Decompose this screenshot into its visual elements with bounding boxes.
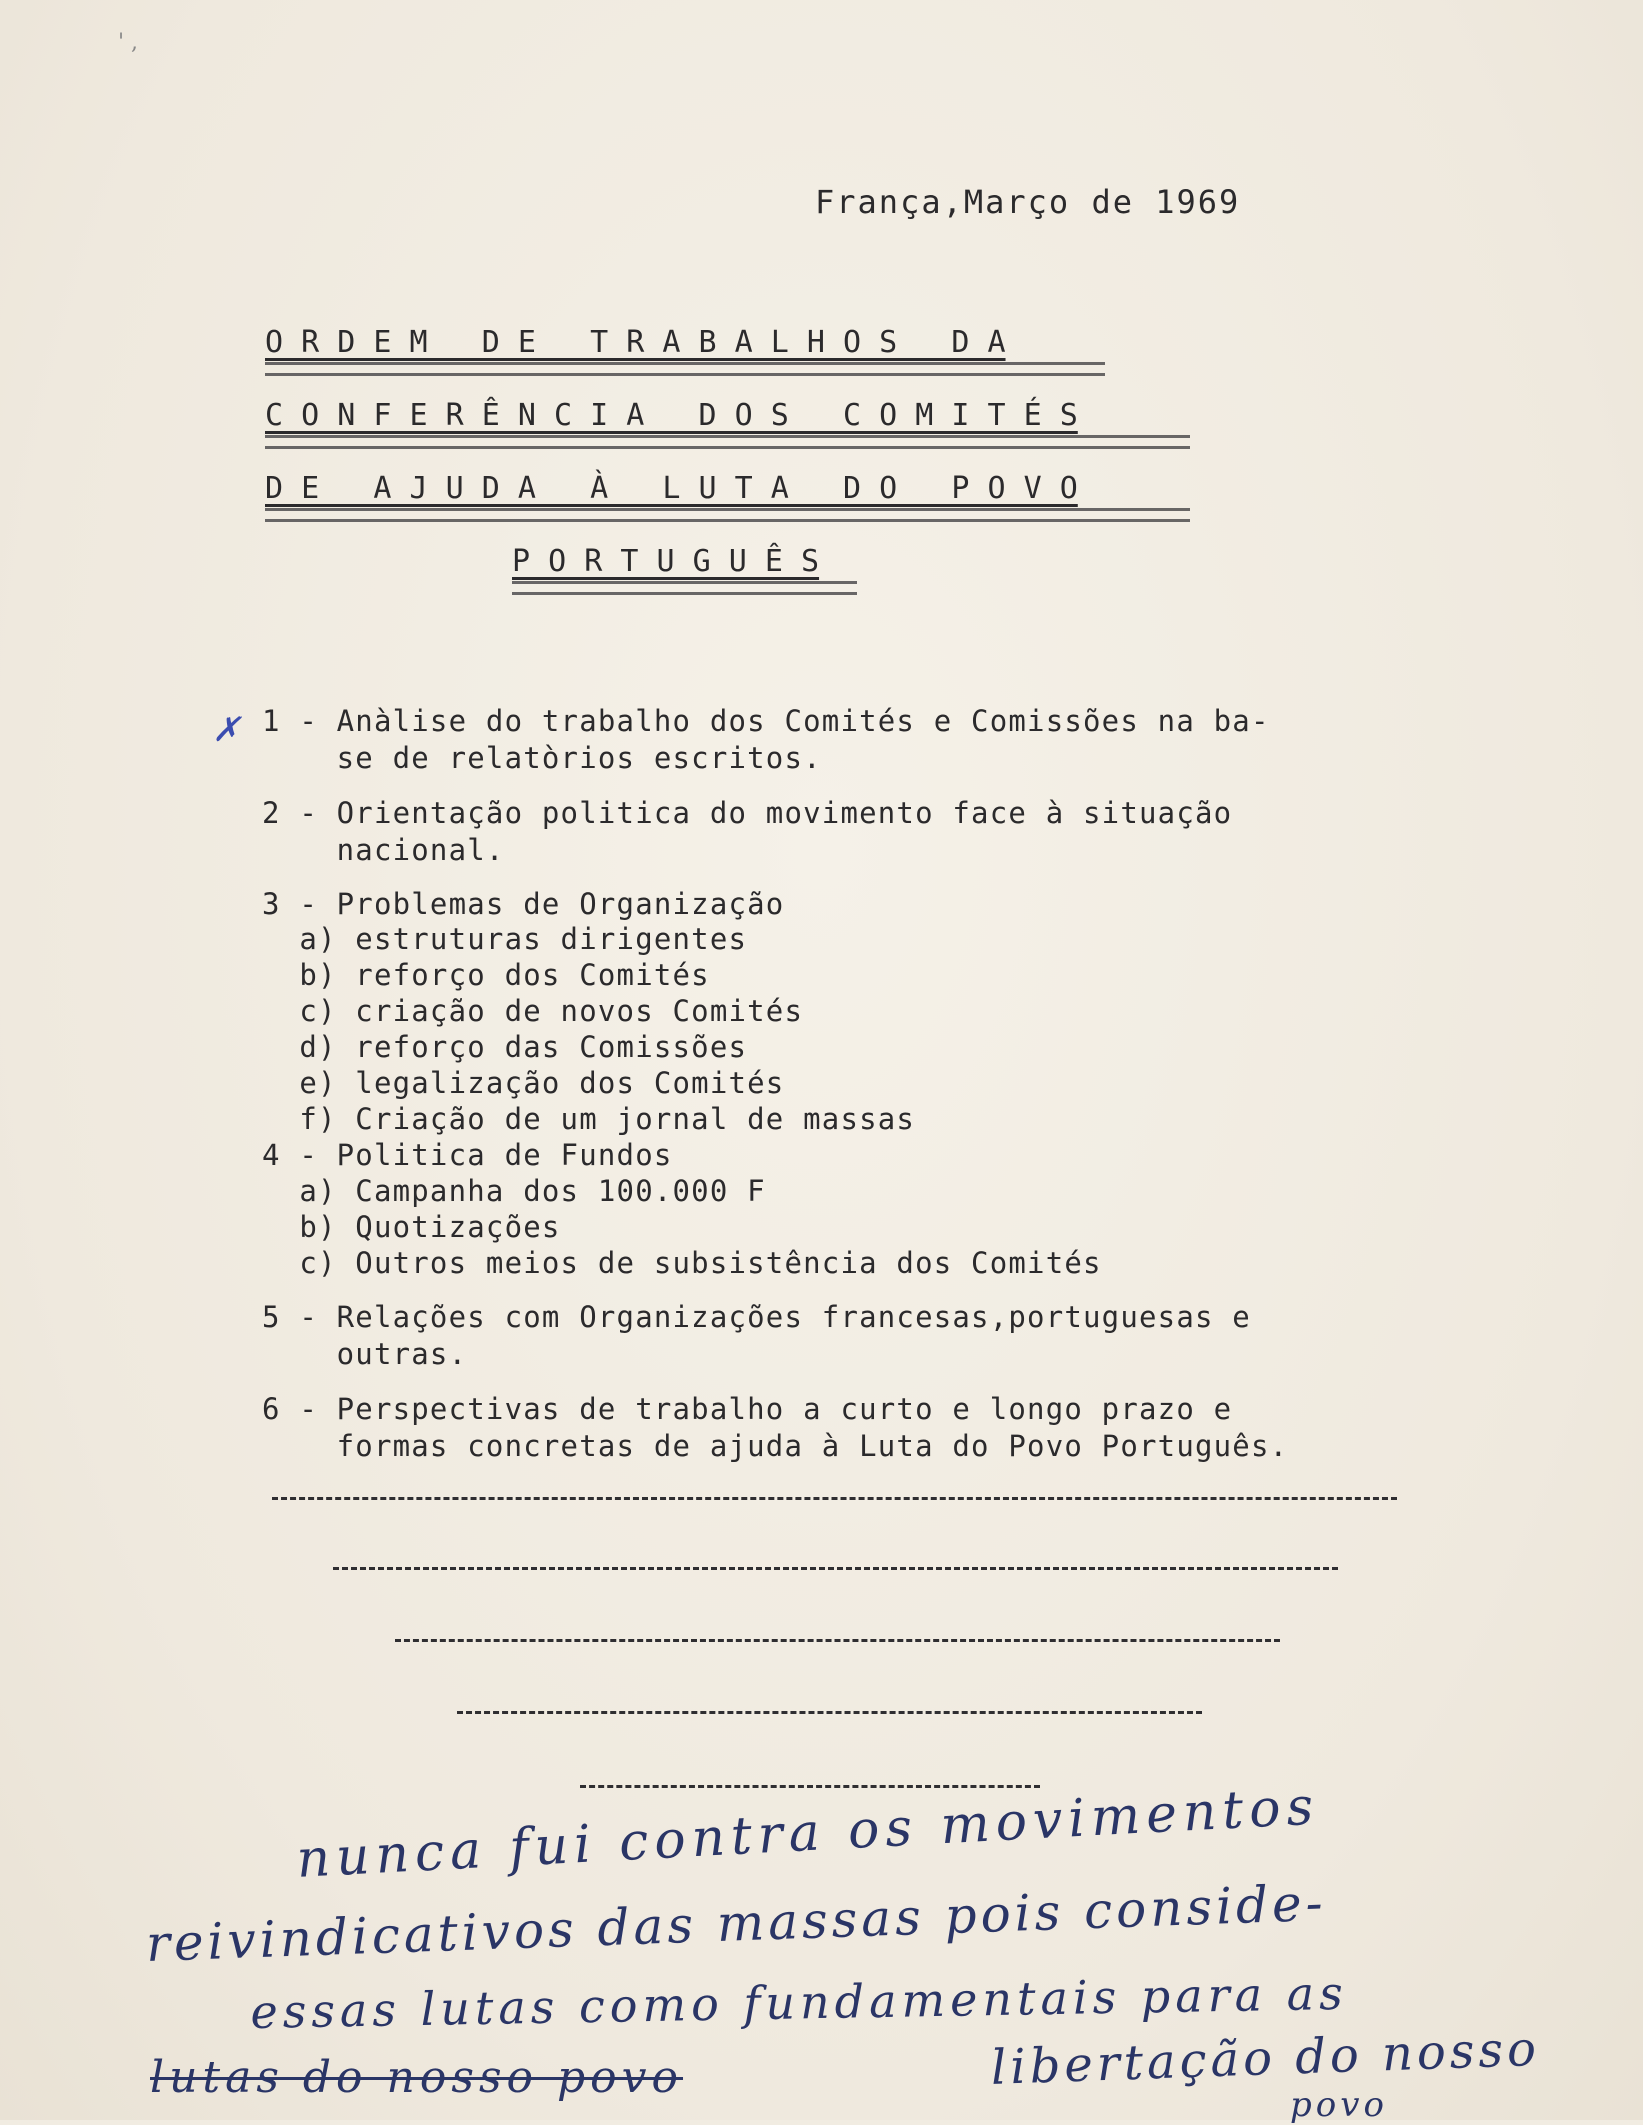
agenda-item-5-line-1: 5 - Relações com Organizações francesas,portuguesas e: [262, 1300, 1251, 1334]
separator-line-1: [272, 1497, 1397, 1500]
agenda-item-6-line-2: formas concretas de ajuda à Luta do Povo Português.: [262, 1429, 1289, 1463]
separator-line-4: [457, 1711, 1202, 1714]
agenda-item-1-line-1: 1 - Anàlise do trabalho dos Comités e Comissões na ba-: [262, 704, 1270, 738]
separator-line-2: [333, 1567, 1338, 1570]
handwritten-line-4: libertação do nosso: [990, 2020, 1541, 2096]
title-line-4: P O R T U G U Ê S: [512, 544, 820, 579]
agenda-item-4c: c) Outros meios de subsistência dos Comités: [262, 1246, 1102, 1280]
handwritten-line-3: essas lutas como fundamentais para as: [250, 1965, 1349, 2039]
agenda-item-3e: e) legalização dos Comités: [262, 1066, 785, 1100]
agenda-item-3a: a) estruturas dirigentes: [262, 922, 748, 956]
margin-check-mark: ✗: [212, 710, 241, 750]
agenda-item-3c: c) criação de novos Comités: [262, 994, 804, 1028]
separator-line-3: [395, 1639, 1280, 1642]
title-double-rule-4: [512, 581, 857, 595]
agenda-item-3: 3 - Problemas de Organização: [262, 887, 785, 921]
agenda-item-3b: b) reforço dos Comités: [262, 958, 710, 992]
agenda-item-4a: a) Campanha dos 100.000 F: [262, 1174, 766, 1208]
title-double-rule-3: [265, 508, 1190, 522]
corner-pencil-mark: ' ,: [118, 30, 139, 55]
document-date: França,Março de 1969: [815, 183, 1241, 221]
agenda-item-4: 4 - Politica de Fundos: [262, 1138, 673, 1172]
handwritten-line-2: reivindicativos das massas pois conside-: [145, 1873, 1328, 1973]
agenda-item-2-line-1: 2 - Orientação politica do movimento face à situação: [262, 796, 1233, 830]
agenda-item-6-line-1: 6 - Perspectivas de trabalho a curto e longo prazo e: [262, 1392, 1233, 1426]
separator-line-5: [580, 1785, 1040, 1788]
handwritten-line-5: povo: [1290, 2085, 1388, 2125]
handwritten-line-1: nunca fui contra os movimentos: [295, 1776, 1321, 1890]
title-line-2: C O N F E R Ê N C I A D O S C O M I T É S: [265, 398, 1078, 433]
agenda-item-4b: b) Quotizações: [262, 1210, 561, 1244]
handwritten-struck-text: lutas do nosso povo: [150, 2052, 684, 2103]
title-double-rule-2: [265, 435, 1190, 449]
agenda-item-5-line-2: outras.: [262, 1337, 468, 1371]
title-double-rule-1: [265, 362, 1105, 376]
agenda-item-3d: d) reforço das Comissões: [262, 1030, 748, 1064]
agenda-item-1-line-2: se de relatòrios escritos.: [262, 741, 822, 775]
title-line-3: D E A J U D A À L U T A D O P O V O: [265, 471, 1078, 506]
agenda-item-2-line-2: nacional.: [262, 833, 505, 867]
title-line-1: O R D E M D E T R A B A L H O S D A: [265, 325, 1006, 360]
agenda-item-3f: f) Criação de um jornal de massas: [262, 1102, 916, 1136]
